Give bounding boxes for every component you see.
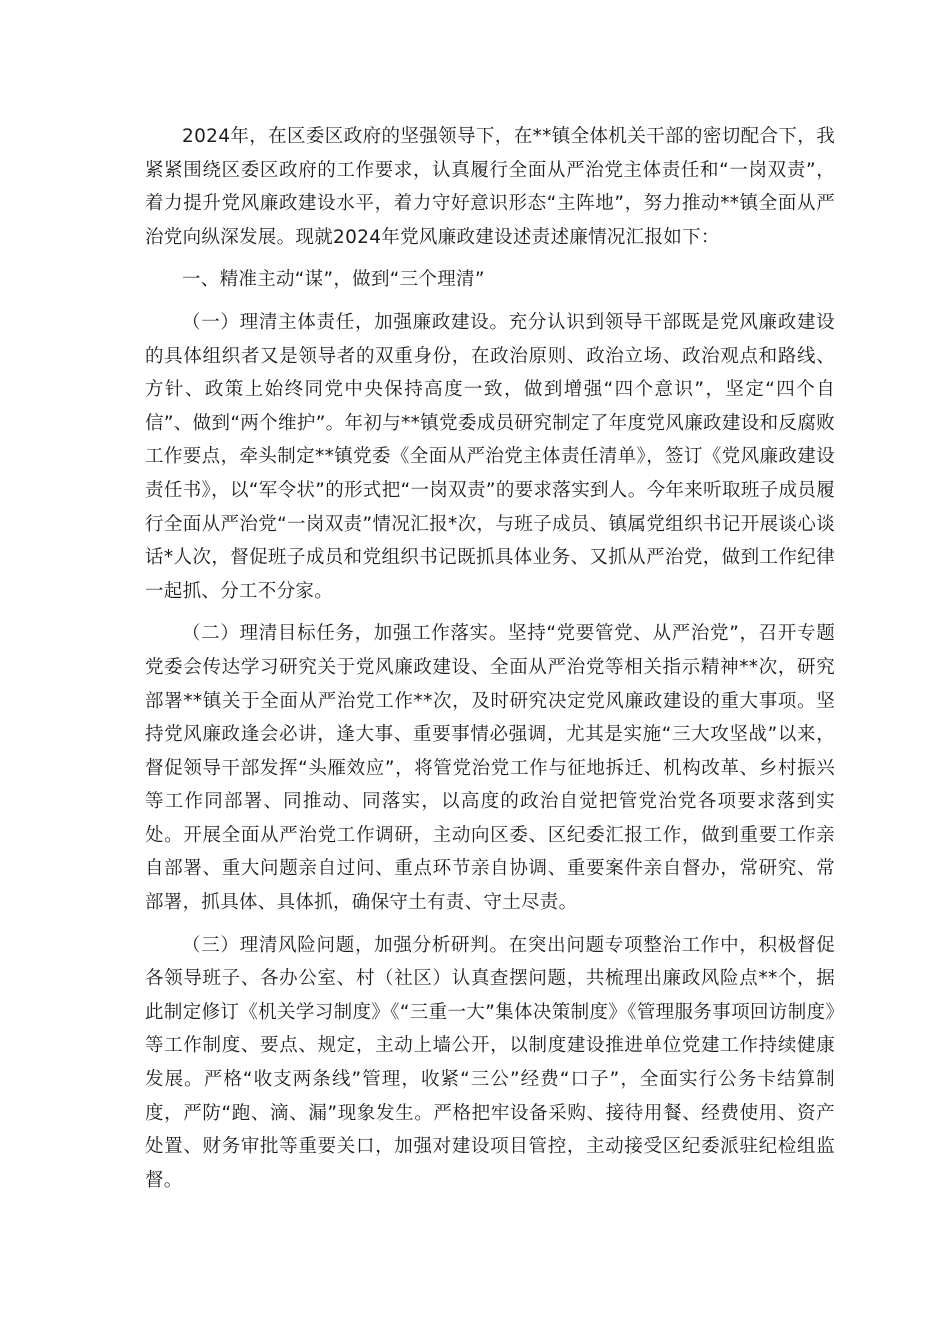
body-paragraph-1: （一）理清主体责任，加强廉政建设。充分认识到领导干部既是党风廉政建设的具体组织者又是领导者的双重身份，在政治原则、政治立场、政治观点和路线、方针、政策上始终同党中央保持高度一致，做到增强“四个意识”，坚定“四个自信”、做到“两个维护”。年初与**镇党委成员研究制定了年度党风廉政建设和反腐败工作要点，牵头制定**镇党委《全面从严治党主体责任清单》，签订《党风廉政建设责任书》，以“军令状”的形式把“一岗双责”的要求落实到人。今年来听取班子成员履行全面从严治党“一岗双责”情况汇报*次，与班子成员、镇属党组织书记开展谈心谈话*人次，督促班子成员和党组织书记既抓具体业务、又抓从严治党，做到工作纪律一起抓、分工不分家。 xyxy=(145,311,835,602)
intro-paragraph: 2024年，在区委区政府的坚强领导下，在**镇全体机关干部的密切配合下，我紧紧围绕区委区政府的工作要求，认真履行全面从严治党主体责任和“一岗双责”，着力提升党风廉政建设水平，着力守好意识形态“主阵地”，努力推动**镇全面从严治党向纵深发展。现就2024年党风廉政建设述责述廉情况汇报如下： xyxy=(145,126,835,248)
document-page xyxy=(145,120,835,1197)
body-paragraph-2: （二）理清目标任务，加强工作落实。坚持“党要管党、从严治党”，召开专题党委会传达学习研究关于党风廉政建设、全面从严治党等相关指示精神**次，研究部署**镇关于全面从严治党工作**次，及时研究决定党风廉政建设的重大事项。坚持党风廉政逢会必讲，逢大事、重要事情必强调，尤其是实施“三大攻坚战”以来，督促领导干部发挥“头雁效应”，将管党治党工作与征地拆迁、机构改革、乡村振兴等工作同部署、同推动、同落实，以高度的政治自觉把管党治党各项要求落到实处。开展全面从严治党工作调研，主动向区委、区纪委汇报工作，做到重要工作亲自部署、重大问题亲自过问、重点环节亲自协调、重要案件亲自督办，常研究、常部署，抓具体、具体抓，确保守土有责、守土尽责。 xyxy=(145,623,835,914)
body-paragraph-3: （三）理清风险问题，加强分析研判。在突出问题专项整治工作中，积极督促各领导班子、各办公室、村（社区）认真查摆问题，共梳理出廉政风险点**个，据此制定修订《机关学习制度》《“三重一大”集体决策制度》《管理服务事项回访制度》等工作制度、要点、规定，主动上墙公开，以制度建设推进单位党建工作持续健康发展。严格“收支两条线”管理，收紧“三公”经费“口子”，全面实行公务卡结算制度，严防“跑、滴、漏”现象发生。严格把牢设备采购、接待用餐、经费使用、资产处置、财务审批等重要关口，加强对建设项目管控，主动接受区纪委派驻纪检组监督。 xyxy=(145,934,835,1191)
section-heading: 一、精准主动“谋”，做到“三个理清” xyxy=(182,269,485,291)
